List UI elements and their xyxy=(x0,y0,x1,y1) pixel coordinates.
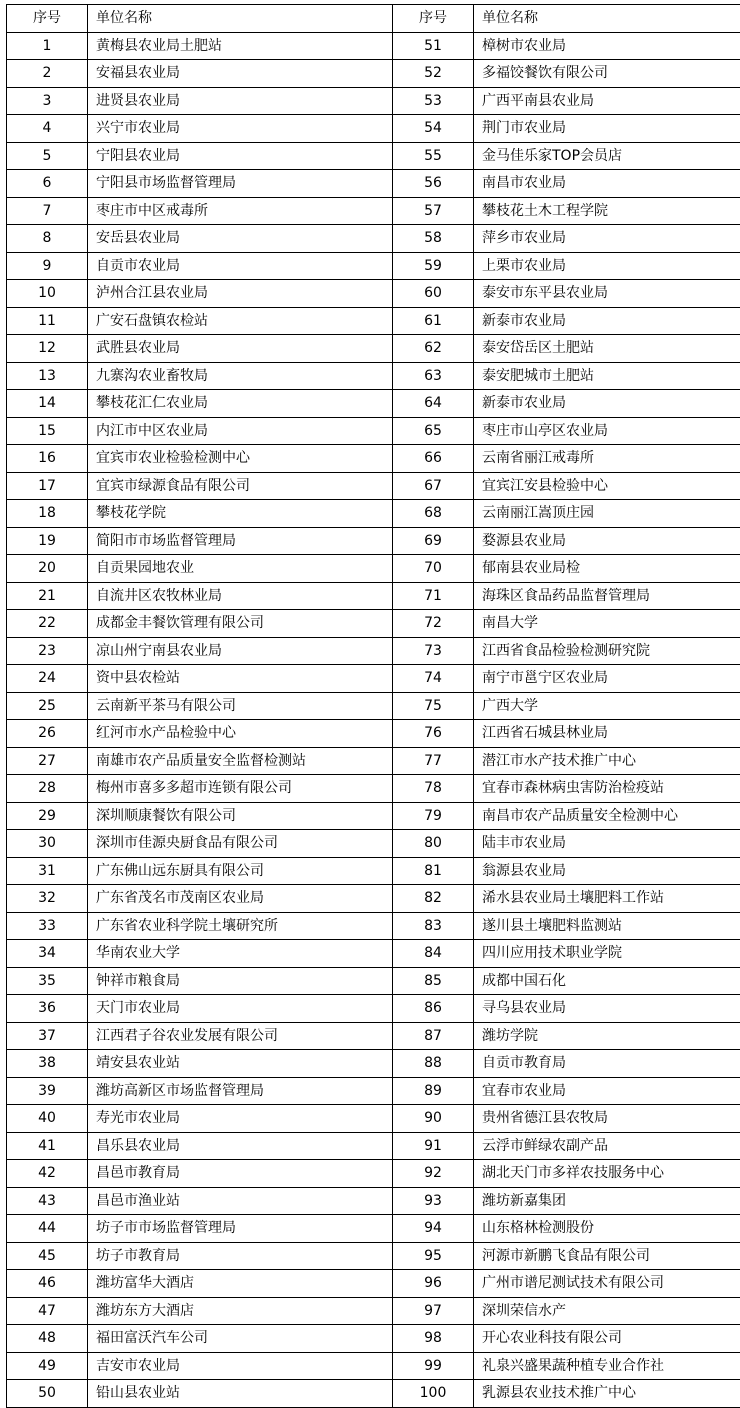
cell-name-left: 黄梅县农业局土肥站 xyxy=(88,32,393,60)
cell-index-left: 18 xyxy=(7,500,88,528)
cell-index-right: 100 xyxy=(393,1380,474,1408)
cell-name-right: 成都中国石化 xyxy=(474,967,740,995)
table-row xyxy=(7,555,740,583)
cell-name-left: 红河市水产品检验中心 xyxy=(88,720,393,748)
table-row xyxy=(7,802,740,830)
cell-name-left: 云南新平茶马有限公司 xyxy=(88,692,393,720)
cell-name-right: 新泰市农业局 xyxy=(474,390,740,418)
table-row xyxy=(7,857,740,885)
header-index-right: 序号 xyxy=(393,5,474,33)
cell-name-left: 自流井区农牧林业局 xyxy=(88,582,393,610)
cell-index-right: 84 xyxy=(393,940,474,968)
cell-name-left: 福田富沃汽车公司 xyxy=(88,1325,393,1353)
cell-name-right: 枣庄市山亭区农业局 xyxy=(474,417,740,445)
cell-name-right: 湖北天门市多祥农技服务中心 xyxy=(474,1160,740,1188)
cell-index-right: 71 xyxy=(393,582,474,610)
cell-name-right: 宜春市农业局 xyxy=(474,1077,740,1105)
table-row xyxy=(7,637,740,665)
cell-name-right: 翁源县农业局 xyxy=(474,857,740,885)
cell-index-right: 74 xyxy=(393,665,474,693)
cell-index-right: 78 xyxy=(393,775,474,803)
cell-name-right: 泰安肥城市土肥站 xyxy=(474,362,740,390)
cell-index-right: 82 xyxy=(393,885,474,913)
cell-index-right: 83 xyxy=(393,912,474,940)
cell-index-left: 9 xyxy=(7,252,88,280)
cell-index-right: 86 xyxy=(393,995,474,1023)
table-row xyxy=(7,665,740,693)
cell-name-right: 寻乌县农业局 xyxy=(474,995,740,1023)
cell-name-right: 江西省石城县林业局 xyxy=(474,720,740,748)
cell-name-left: 攀枝花汇仁农业局 xyxy=(88,390,393,418)
table-header xyxy=(7,5,740,33)
table-row xyxy=(7,1270,740,1298)
cell-index-right: 63 xyxy=(393,362,474,390)
cell-name-left: 资中县农检站 xyxy=(88,665,393,693)
table-row xyxy=(7,940,740,968)
table-row xyxy=(7,1242,740,1270)
cell-name-right: 深圳荣信水产 xyxy=(474,1297,740,1325)
cell-index-left: 15 xyxy=(7,417,88,445)
cell-name-right: 山东格林检测股份 xyxy=(474,1215,740,1243)
table-row xyxy=(7,1160,740,1188)
table-row xyxy=(7,995,740,1023)
cell-name-right: 自贡市教育局 xyxy=(474,1050,740,1078)
table-row xyxy=(7,60,740,88)
cell-name-right: 广西平南县农业局 xyxy=(474,87,740,115)
cell-name-right: 樟树市农业局 xyxy=(474,32,740,60)
cell-name-right: 南昌市农业局 xyxy=(474,170,740,198)
cell-name-left: 广东省茂名市茂南区农业局 xyxy=(88,885,393,913)
cell-index-right: 92 xyxy=(393,1160,474,1188)
cell-index-left: 37 xyxy=(7,1022,88,1050)
cell-index-left: 6 xyxy=(7,170,88,198)
cell-index-right: 90 xyxy=(393,1105,474,1133)
cell-name-left: 潍坊富华大酒店 xyxy=(88,1270,393,1298)
cell-index-left: 8 xyxy=(7,225,88,253)
cell-index-left: 29 xyxy=(7,802,88,830)
cell-name-left: 深圳顺康餐饮有限公司 xyxy=(88,802,393,830)
cell-name-right: 新泰市农业局 xyxy=(474,307,740,335)
cell-index-left: 45 xyxy=(7,1242,88,1270)
table-row xyxy=(7,747,740,775)
cell-name-left: 昌邑市教育局 xyxy=(88,1160,393,1188)
cell-index-right: 81 xyxy=(393,857,474,885)
cell-index-left: 49 xyxy=(7,1352,88,1380)
cell-index-right: 87 xyxy=(393,1022,474,1050)
table-row xyxy=(7,1187,740,1215)
cell-index-right: 66 xyxy=(393,445,474,473)
cell-name-left: 吉安市农业局 xyxy=(88,1352,393,1380)
cell-index-left: 40 xyxy=(7,1105,88,1133)
cell-index-right: 99 xyxy=(393,1352,474,1380)
table-row xyxy=(7,445,740,473)
cell-name-left: 昌乐县农业局 xyxy=(88,1132,393,1160)
cell-index-left: 32 xyxy=(7,885,88,913)
cell-name-right: 攀枝花土木工程学院 xyxy=(474,197,740,225)
cell-index-right: 76 xyxy=(393,720,474,748)
cell-index-left: 27 xyxy=(7,747,88,775)
cell-index-right: 57 xyxy=(393,197,474,225)
table-row xyxy=(7,1050,740,1078)
cell-name-right: 河源市新鹏飞食品有限公司 xyxy=(474,1242,740,1270)
table-row xyxy=(7,335,740,363)
header-name-right: 单位名称 xyxy=(474,5,740,33)
cell-name-right: 婺源县农业局 xyxy=(474,527,740,555)
cell-index-right: 53 xyxy=(393,87,474,115)
table-row xyxy=(7,967,740,995)
cell-name-left: 江西君子谷农业发展有限公司 xyxy=(88,1022,393,1050)
table-row xyxy=(7,142,740,170)
cell-index-left: 30 xyxy=(7,830,88,858)
table-body xyxy=(7,32,740,1407)
cell-name-left: 广东省农业科学院土壤研究所 xyxy=(88,912,393,940)
table-header-row xyxy=(7,5,740,33)
cell-index-right: 93 xyxy=(393,1187,474,1215)
cell-index-left: 14 xyxy=(7,390,88,418)
table-row xyxy=(7,830,740,858)
cell-index-left: 7 xyxy=(7,197,88,225)
cell-name-right: 云南省丽江戒毒所 xyxy=(474,445,740,473)
table-row xyxy=(7,1077,740,1105)
cell-index-right: 58 xyxy=(393,225,474,253)
table-row xyxy=(7,1325,740,1353)
cell-index-right: 91 xyxy=(393,1132,474,1160)
table-row xyxy=(7,692,740,720)
cell-name-left: 简阳市市场监督管理局 xyxy=(88,527,393,555)
cell-index-left: 23 xyxy=(7,637,88,665)
cell-name-left: 安福县农业局 xyxy=(88,60,393,88)
cell-name-right: 海珠区食品药品监督管理局 xyxy=(474,582,740,610)
table-row xyxy=(7,582,740,610)
table-row xyxy=(7,1297,740,1325)
cell-name-left: 兴宁市农业局 xyxy=(88,115,393,143)
cell-name-left: 昌邑市渔业站 xyxy=(88,1187,393,1215)
cell-index-left: 35 xyxy=(7,967,88,995)
table-row xyxy=(7,32,740,60)
cell-name-right: 广州市谱尼测试技术有限公司 xyxy=(474,1270,740,1298)
table-row xyxy=(7,500,740,528)
table-row xyxy=(7,912,740,940)
cell-name-left: 天门市农业局 xyxy=(88,995,393,1023)
cell-index-right: 68 xyxy=(393,500,474,528)
cell-index-left: 39 xyxy=(7,1077,88,1105)
cell-index-left: 42 xyxy=(7,1160,88,1188)
cell-index-left: 22 xyxy=(7,610,88,638)
cell-index-left: 19 xyxy=(7,527,88,555)
cell-index-left: 24 xyxy=(7,665,88,693)
cell-index-left: 4 xyxy=(7,115,88,143)
cell-index-right: 95 xyxy=(393,1242,474,1270)
cell-index-left: 50 xyxy=(7,1380,88,1408)
cell-name-right: 泰安市东平县农业局 xyxy=(474,280,740,308)
cell-name-right: 南宁市邕宁区农业局 xyxy=(474,665,740,693)
cell-name-left: 梅州市喜多多超市连锁有限公司 xyxy=(88,775,393,803)
cell-name-left: 自贡果园地农业 xyxy=(88,555,393,583)
cell-name-right: 上栗市农业局 xyxy=(474,252,740,280)
cell-index-left: 34 xyxy=(7,940,88,968)
table-row xyxy=(7,1352,740,1380)
cell-name-left: 攀枝花学院 xyxy=(88,500,393,528)
cell-name-right: 潜江市水产技术推广中心 xyxy=(474,747,740,775)
table-row xyxy=(7,1022,740,1050)
cell-index-right: 69 xyxy=(393,527,474,555)
cell-name-left: 成都金丰餐饮管理有限公司 xyxy=(88,610,393,638)
table-row xyxy=(7,472,740,500)
table-row xyxy=(7,362,740,390)
cell-index-right: 94 xyxy=(393,1215,474,1243)
cell-index-right: 73 xyxy=(393,637,474,665)
cell-index-right: 62 xyxy=(393,335,474,363)
table-row xyxy=(7,417,740,445)
cell-name-left: 内江市中区农业局 xyxy=(88,417,393,445)
cell-index-right: 80 xyxy=(393,830,474,858)
cell-name-left: 广安石盘镇农检站 xyxy=(88,307,393,335)
table-row xyxy=(7,280,740,308)
table-row xyxy=(7,307,740,335)
cell-index-left: 16 xyxy=(7,445,88,473)
cell-index-right: 54 xyxy=(393,115,474,143)
cell-index-right: 64 xyxy=(393,390,474,418)
cell-index-right: 98 xyxy=(393,1325,474,1353)
cell-name-left: 铅山县农业站 xyxy=(88,1380,393,1408)
cell-name-left: 坊子市市场监督管理局 xyxy=(88,1215,393,1243)
table-row xyxy=(7,1105,740,1133)
cell-name-left: 宁阳县市场监督管理局 xyxy=(88,170,393,198)
cell-name-left: 深圳市佳源央厨食品有限公司 xyxy=(88,830,393,858)
cell-index-left: 2 xyxy=(7,60,88,88)
cell-index-left: 21 xyxy=(7,582,88,610)
table-row xyxy=(7,252,740,280)
cell-index-left: 3 xyxy=(7,87,88,115)
cell-index-left: 20 xyxy=(7,555,88,583)
table-row xyxy=(7,390,740,418)
cell-name-right: 潍坊学院 xyxy=(474,1022,740,1050)
table-row xyxy=(7,775,740,803)
cell-index-right: 79 xyxy=(393,802,474,830)
cell-name-left: 泸州合江县农业局 xyxy=(88,280,393,308)
table-row xyxy=(7,1215,740,1243)
cell-name-right: 云南丽江嵩顶庄园 xyxy=(474,500,740,528)
table-row xyxy=(7,1380,740,1408)
cell-index-left: 5 xyxy=(7,142,88,170)
cell-index-left: 36 xyxy=(7,995,88,1023)
cell-name-right: 郁南县农业局检 xyxy=(474,555,740,583)
table-row xyxy=(7,170,740,198)
cell-name-right: 宜春市森林病虫害防治检疫站 xyxy=(474,775,740,803)
cell-index-left: 41 xyxy=(7,1132,88,1160)
cell-index-right: 56 xyxy=(393,170,474,198)
cell-name-right: 浠水县农业局土壤肥料工作站 xyxy=(474,885,740,913)
cell-index-left: 10 xyxy=(7,280,88,308)
cell-name-left: 广东佛山远东厨具有限公司 xyxy=(88,857,393,885)
table-row xyxy=(7,527,740,555)
table-row xyxy=(7,87,740,115)
cell-name-left: 潍坊高新区市场监督管理局 xyxy=(88,1077,393,1105)
cell-index-left: 25 xyxy=(7,692,88,720)
cell-name-left: 坊子市教育局 xyxy=(88,1242,393,1270)
cell-name-left: 进贤县农业局 xyxy=(88,87,393,115)
cell-index-right: 72 xyxy=(393,610,474,638)
cell-name-right: 乳源县农业技术推广中心 xyxy=(474,1380,740,1408)
cell-index-left: 28 xyxy=(7,775,88,803)
cell-index-right: 77 xyxy=(393,747,474,775)
cell-name-left: 南雄市农产品质量安全监督检测站 xyxy=(88,747,393,775)
cell-name-right: 广西大学 xyxy=(474,692,740,720)
cell-name-right: 南昌市农产品质量安全检测中心 xyxy=(474,802,740,830)
cell-index-left: 1 xyxy=(7,32,88,60)
unit-list-table xyxy=(6,4,740,1408)
cell-name-right: 贵州省德江县农牧局 xyxy=(474,1105,740,1133)
cell-index-right: 65 xyxy=(393,417,474,445)
cell-name-right: 多福饺餐饮有限公司 xyxy=(474,60,740,88)
table-row xyxy=(7,197,740,225)
cell-name-left: 枣庄市中区戒毒所 xyxy=(88,197,393,225)
cell-index-left: 12 xyxy=(7,335,88,363)
cell-name-left: 武胜县农业局 xyxy=(88,335,393,363)
cell-name-right: 陆丰市农业局 xyxy=(474,830,740,858)
cell-index-right: 51 xyxy=(393,32,474,60)
cell-name-right: 泰安岱岳区土肥站 xyxy=(474,335,740,363)
cell-name-right: 四川应用技术职业学院 xyxy=(474,940,740,968)
cell-index-right: 55 xyxy=(393,142,474,170)
cell-name-left: 宜宾市农业检验检测中心 xyxy=(88,445,393,473)
cell-index-right: 60 xyxy=(393,280,474,308)
cell-name-right: 潍坊新嘉集团 xyxy=(474,1187,740,1215)
table-row xyxy=(7,225,740,253)
cell-name-right: 开心农业科技有限公司 xyxy=(474,1325,740,1353)
cell-index-right: 89 xyxy=(393,1077,474,1105)
cell-index-left: 31 xyxy=(7,857,88,885)
cell-index-right: 67 xyxy=(393,472,474,500)
cell-index-left: 48 xyxy=(7,1325,88,1353)
cell-index-right: 96 xyxy=(393,1270,474,1298)
table-row xyxy=(7,610,740,638)
cell-index-left: 33 xyxy=(7,912,88,940)
table-row xyxy=(7,885,740,913)
header-name-left: 单位名称 xyxy=(88,5,393,33)
cell-index-right: 61 xyxy=(393,307,474,335)
cell-name-left: 宁阳县农业局 xyxy=(88,142,393,170)
cell-index-right: 75 xyxy=(393,692,474,720)
cell-name-left: 靖安县农业站 xyxy=(88,1050,393,1078)
cell-index-right: 88 xyxy=(393,1050,474,1078)
cell-name-right: 云浮市鲜绿农副产品 xyxy=(474,1132,740,1160)
cell-name-left: 潍坊东方大酒店 xyxy=(88,1297,393,1325)
cell-index-left: 38 xyxy=(7,1050,88,1078)
cell-name-left: 寿光市农业局 xyxy=(88,1105,393,1133)
cell-name-left: 钟祥市粮食局 xyxy=(88,967,393,995)
cell-name-left: 自贡市农业局 xyxy=(88,252,393,280)
cell-index-left: 11 xyxy=(7,307,88,335)
cell-name-right: 礼泉兴盛果蔬种植专业合作社 xyxy=(474,1352,740,1380)
table-row xyxy=(7,720,740,748)
table-row xyxy=(7,1132,740,1160)
cell-name-right: 遂川县土壤肥料监测站 xyxy=(474,912,740,940)
cell-index-left: 44 xyxy=(7,1215,88,1243)
cell-name-right: 萍乡市农业局 xyxy=(474,225,740,253)
cell-index-left: 46 xyxy=(7,1270,88,1298)
cell-name-right: 金马佳乐家TOP会员店 xyxy=(474,142,740,170)
cell-name-left: 凉山州宁南县农业局 xyxy=(88,637,393,665)
table-row xyxy=(7,115,740,143)
cell-index-right: 97 xyxy=(393,1297,474,1325)
cell-index-left: 47 xyxy=(7,1297,88,1325)
cell-index-left: 17 xyxy=(7,472,88,500)
cell-name-right: 宜宾江安县检验中心 xyxy=(474,472,740,500)
cell-index-right: 85 xyxy=(393,967,474,995)
cell-name-right: 南昌大学 xyxy=(474,610,740,638)
cell-index-right: 70 xyxy=(393,555,474,583)
cell-name-left: 华南农业大学 xyxy=(88,940,393,968)
header-index-left: 序号 xyxy=(7,5,88,33)
cell-name-left: 安岳县农业局 xyxy=(88,225,393,253)
cell-name-left: 宜宾市绿源食品有限公司 xyxy=(88,472,393,500)
cell-index-right: 52 xyxy=(393,60,474,88)
cell-name-left: 九寨沟农业畜牧局 xyxy=(88,362,393,390)
cell-name-right: 荆门市农业局 xyxy=(474,115,740,143)
cell-index-right: 59 xyxy=(393,252,474,280)
cell-index-left: 13 xyxy=(7,362,88,390)
cell-name-right: 江西省食品检验检测研究院 xyxy=(474,637,740,665)
cell-index-left: 26 xyxy=(7,720,88,748)
cell-index-left: 43 xyxy=(7,1187,88,1215)
